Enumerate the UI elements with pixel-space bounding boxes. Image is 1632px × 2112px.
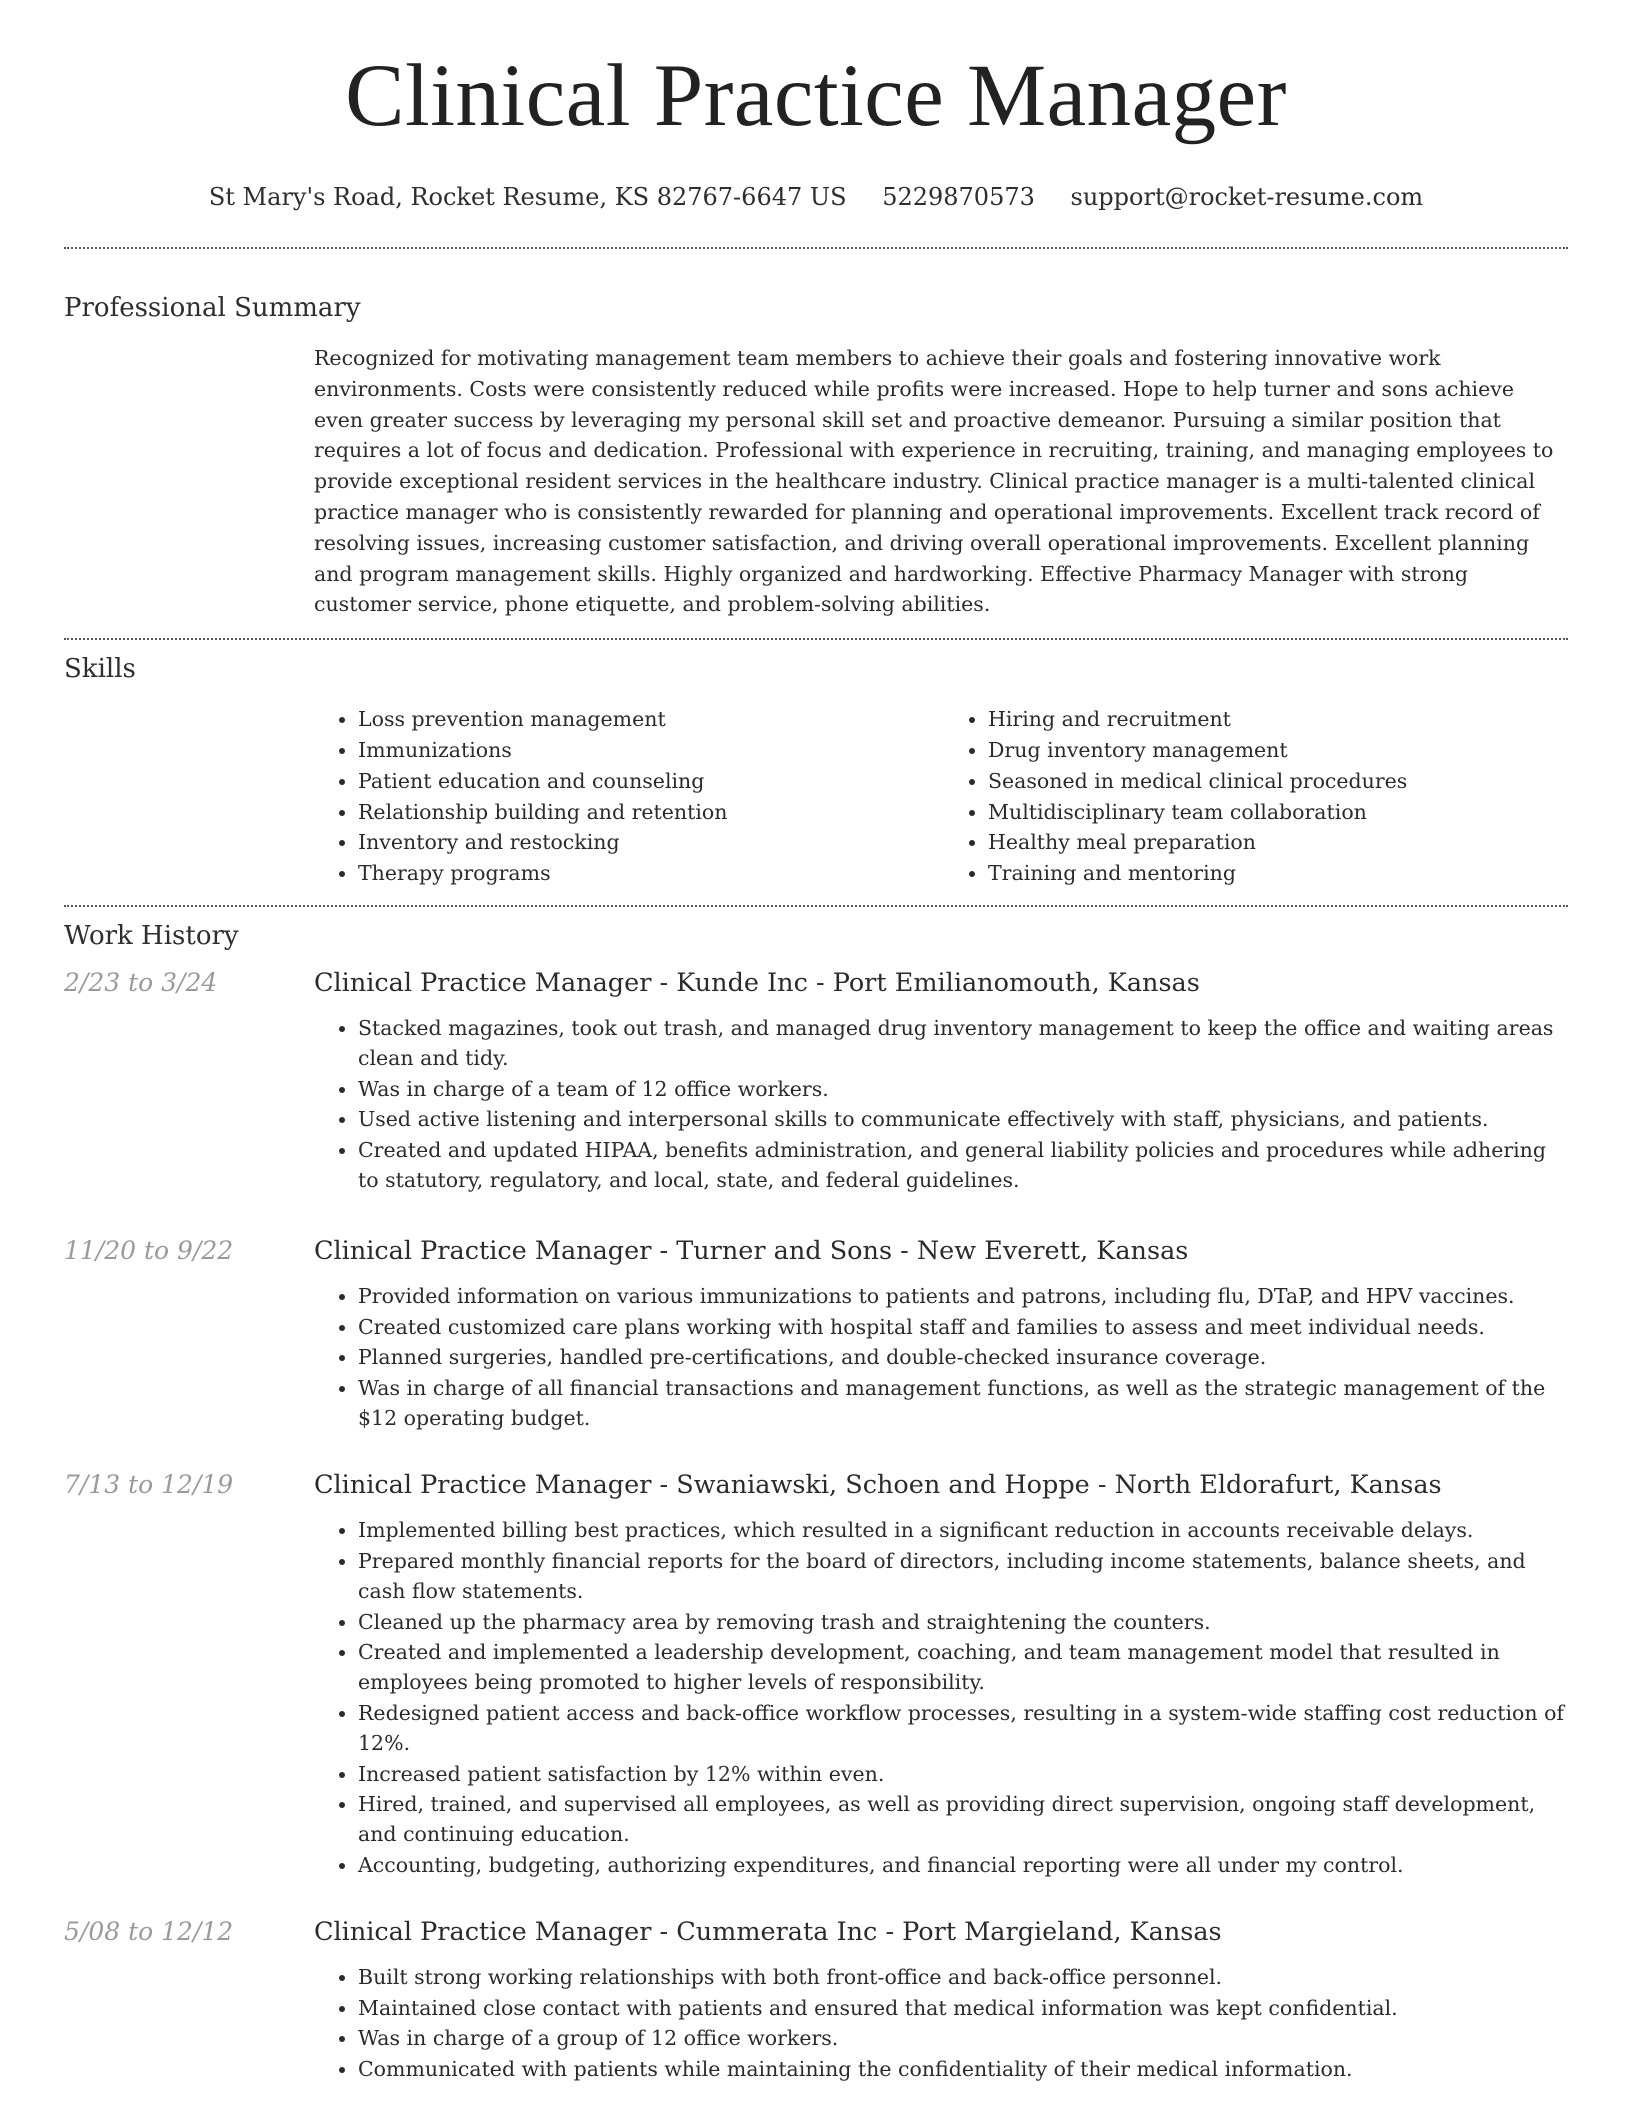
job-bullet: • Hired, trained, and supervised all employees, as well as providing direct supervision, ongoing staff development, and continuing education. — [358, 1789, 1568, 1850]
job-dates: 5/08 to 12/12 — [64, 1917, 234, 1947]
skills-list — [314, 704, 1568, 889]
section-title-skills: Skills — [64, 654, 136, 685]
email: support@rocket-resume.com — [1070, 183, 1424, 211]
skill-item: • Hiring and recruitment — [988, 704, 1407, 735]
divider — [64, 638, 1568, 640]
job-title: Clinical Practice Manager - Swaniawski, Schoen and Hoppe - North Eldorafurt, Kansas — [314, 1470, 1442, 1501]
phone: 5229870573 — [882, 183, 1035, 211]
job-bullet: • Increased patient satisfaction by 12% within even. — [358, 1759, 1568, 1789]
job-bullet: • Built strong working relationships with both front-office and back-office personnel. — [358, 1962, 1568, 1992]
job-bullet: • Redesigned patient access and back-office workflow processes, resulting in a system-wide staffing cost reduction of 12%. — [358, 1698, 1568, 1759]
skill-item: • Multidisciplinary team collaboration — [988, 797, 1407, 828]
skill-item: • Relationship building and retention — [358, 797, 974, 828]
job-bullet: • Communicated with patients while maintaining the confidentiality of their medical information. — [358, 2054, 1568, 2084]
job-bullet: • Was in charge of a team of 12 office workers. — [358, 1074, 1568, 1104]
skill-item: • Immunizations — [358, 735, 974, 766]
section-title-work-history: Work History — [64, 920, 239, 951]
job-entry — [64, 1469, 1568, 1880]
job-bullet: • Planned surgeries, handled pre-certifications, and double-checked insurance coverage. — [358, 1342, 1568, 1372]
section-title-summary: Professional Summary — [64, 293, 361, 323]
contact-line — [0, 183, 1632, 211]
job-dates: 11/20 to 9/22 — [64, 1236, 234, 1266]
skill-item: • Therapy programs — [358, 858, 974, 889]
divider — [64, 905, 1568, 907]
job-bullet: • Provided information on various immunizations to patients and patrons, including flu, DTaP, and HPV vaccines. — [358, 1281, 1568, 1311]
skill-item: • Seasoned in medical clinical procedures — [988, 766, 1407, 797]
skill-item: • Inventory and restocking — [358, 827, 974, 858]
job-bullet: • Maintained close contact with patients and ensured that medical information was kept confidential. — [358, 1993, 1568, 2023]
job-entry — [64, 967, 1568, 1195]
job-bullet: • Created and implemented a leadership development, coaching, and team management model that resulted in employees being promoted to higher levels of responsibility. — [358, 1637, 1568, 1698]
skill-item: • Training and mentoring — [988, 858, 1407, 889]
skills-column-right — [944, 704, 1407, 889]
job-entry — [64, 1916, 1568, 2084]
job-title: Clinical Practice Manager - Cummerata Inc - Port Margieland, Kansas — [314, 1917, 1222, 1948]
skill-item: • Drug inventory management — [988, 735, 1407, 766]
job-bullet: • Created and updated HIPAA, benefits administration, and general liability policies and procedures while adhering to statutory, regulatory, and local, state, and federal guidelines. — [358, 1135, 1568, 1196]
job-bullet: • Was in charge of a group of 12 office workers. — [358, 2023, 1568, 2053]
job-bullets — [314, 1515, 1568, 1880]
job-bullet: • Implemented billing best practices, which resulted in a significant reduction in accounts receivable delays. — [358, 1515, 1568, 1545]
job-bullet: • Created customized care plans working with hospital staff and families to assess and meet individual needs. — [358, 1312, 1568, 1342]
job-bullet: • Used active listening and interpersonal skills to communicate effectively with staff, physicians, and patients. — [358, 1104, 1568, 1134]
job-dates: 2/23 to 3/24 — [64, 967, 218, 997]
job-title: Clinical Practice Manager - Turner and Sons - New Everett, Kansas — [314, 1236, 1189, 1267]
skill-item: • Healthy meal preparation — [988, 827, 1407, 858]
job-body — [314, 1235, 1568, 1433]
job-bullet: • Was in charge of all financial transactions and management functions, as well as the strategic management of the $12 operating budget. — [358, 1373, 1568, 1434]
skills-column-left — [314, 704, 974, 889]
skill-item: • Patient education and counseling — [358, 766, 974, 797]
job-bullet: • Stacked magazines, took out trash, and managed drug inventory management to keep the office and waiting areas clean and tidy. — [358, 1013, 1568, 1074]
resume-header — [0, 0, 1632, 211]
candidate-name: Clinical Practice Manager — [345, 47, 1287, 145]
job-body — [314, 1469, 1568, 1880]
job-bullets — [314, 1962, 1568, 2084]
job-entry — [64, 1235, 1568, 1433]
job-dates: 7/13 to 12/19 — [64, 1470, 234, 1500]
job-bullet: • Accounting, budgeting, authorizing expenditures, and financial reporting were all under my control. — [358, 1850, 1568, 1880]
job-title: Clinical Practice Manager - Kunde Inc - Port Emilianomouth, Kansas — [314, 967, 1200, 998]
job-body — [314, 1916, 1568, 2084]
work-history-list — [0, 967, 1632, 2084]
summary-text: Recognized for motivating management team members to achieve their goals and fostering innovative work environments. Costs were consistently reduced while profits were increased. Hope to help turner and sons achieve even greater success by leveraging my personal skill set and proactive demeanor. Pursuing a similar position that requires a lot of focus and dedication. Professional with experience in recruiting, training, and managing employees to provide exceptional resident services in the healthcare industry. Clinical practice manager is a multi-talented clinical practice manager who is consistently rewarded for planning and operational improvements. Excellent track record of resolving issues, increasing customer satisfaction, and driving overall operational improvements. Excellent planning and program management skills. Highly organized and hardworking. Effective Pharmacy Manager with strong customer service, phone etiquette, and problem-solving abilities. — [314, 346, 1554, 617]
job-bullets — [314, 1281, 1568, 1433]
address: St Mary's Road, Rocket Resume, KS 82767-6647 US — [208, 183, 847, 211]
job-bullet: • Cleaned up the pharmacy area by removing trash and straightening the counters. — [358, 1607, 1568, 1637]
divider — [64, 247, 1568, 249]
job-body — [314, 967, 1568, 1195]
job-bullet: • Prepared monthly financial reports for the board of directors, including income statements, balance sheets, and cash flow statements. — [358, 1546, 1568, 1607]
skill-item: • Loss prevention management — [358, 704, 974, 735]
job-bullets — [314, 1013, 1568, 1195]
